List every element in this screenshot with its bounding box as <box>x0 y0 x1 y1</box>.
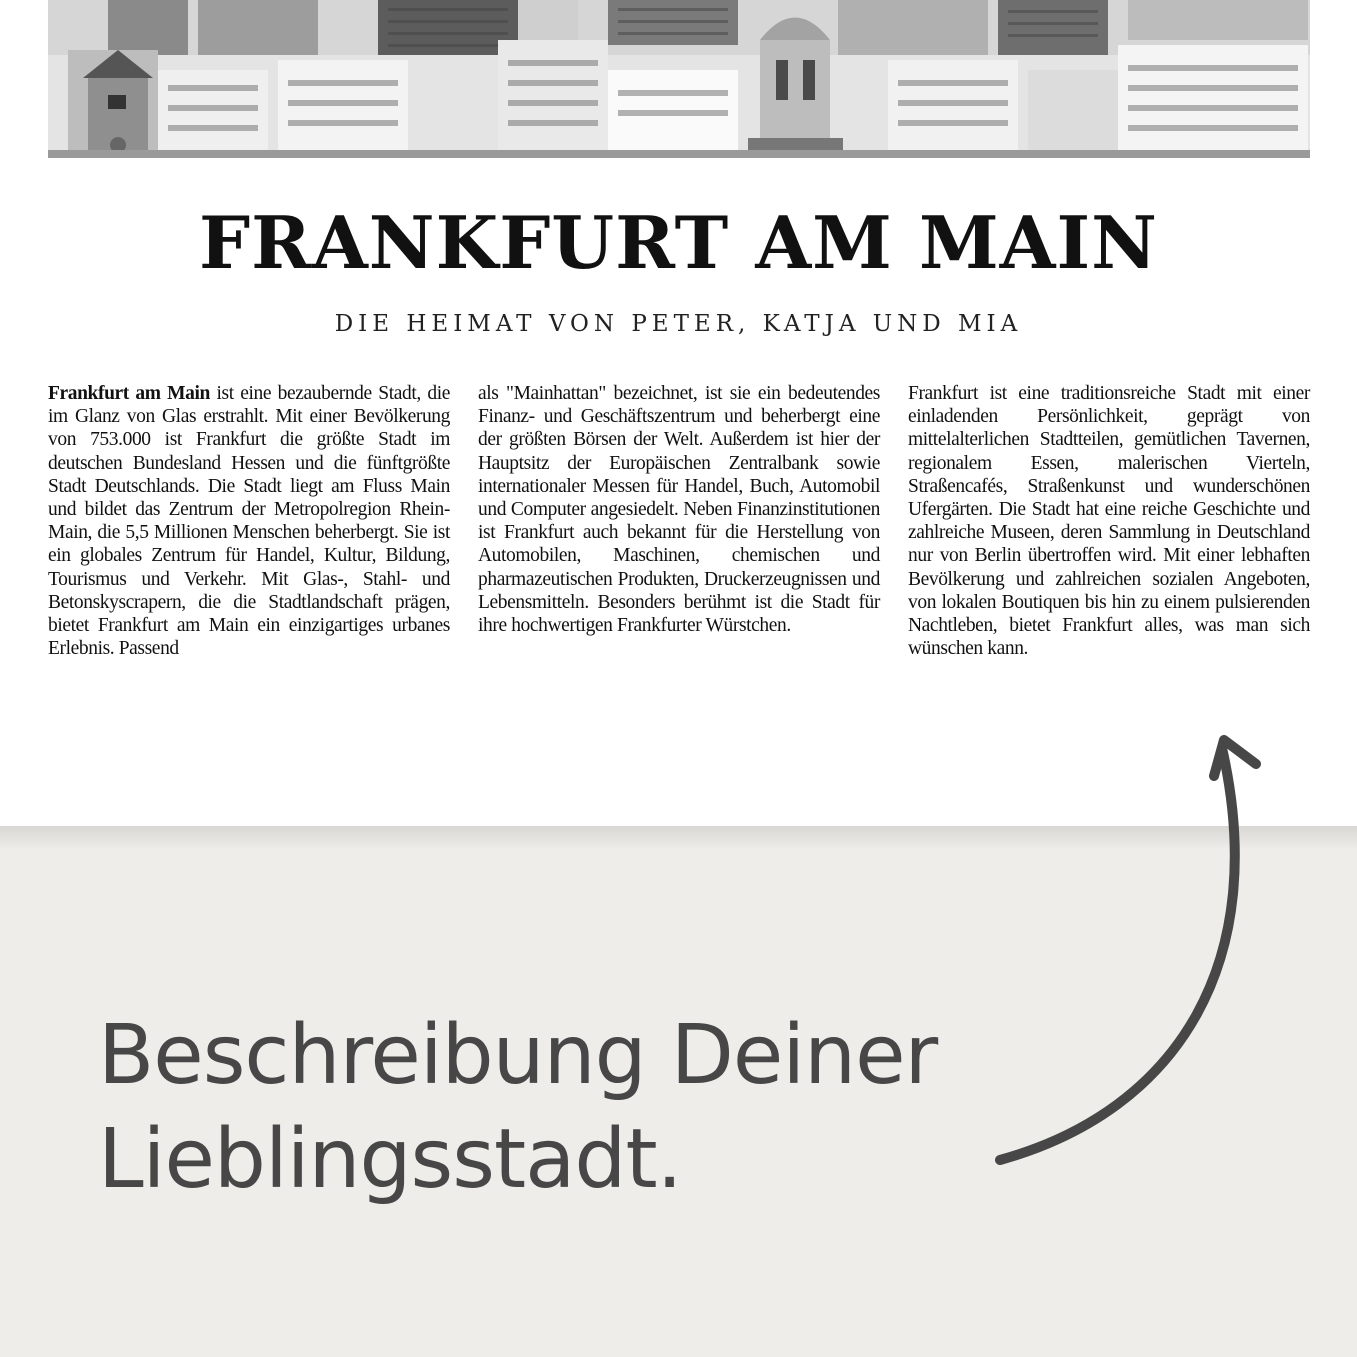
skyline-illustration <box>48 0 1310 158</box>
text-column-2: als "Mainhattan" bezeichnet, ist sie ein bedeutendes Finanz- und Geschäftszentrum und beherbergt eine der größten Börsen der Welt. Außerdem ist hier der Hauptsitz der Europäischen Zentralbank sowie internationaler Messen für Handel, Buch, Automobil und Computer angesiedelt. Neben Finanzinstitutionen ist Frankfurt auch bekannt für die Herstellung von Automobilen, Maschinen, chemischen und pharmazeutischen Produkten, Druckerzeugnissen und Lebensmitteln. Besonders berühmt ist die Stadt für ihre hochwertigen Frankfurter Würstchen. <box>478 383 880 637</box>
poster-title: FRANKFURT AM MAIN <box>198 200 1158 285</box>
text-columns <box>48 382 1310 660</box>
caption <box>98 1004 937 1212</box>
caption-line-2: Lieblingsstadt. <box>98 1112 682 1207</box>
text-column-1 <box>48 382 450 660</box>
poster-subtitle: DIE HEIMAT VON PETER, KATJA UND MIA <box>334 311 1023 337</box>
caption-line-1: Beschreibung Deiner <box>98 1008 938 1103</box>
poster-shadow <box>0 826 1357 850</box>
column-lead: Frankfurt am Main <box>48 383 210 404</box>
column-text: ist eine bezaubernde Stadt, die im Glanz von Glas erstrahlt. Mit einer Bevölkerung von 753.000 ist Frankfurt die größte Stadt im deutschen Bundesland Hessen und die fünftgrößte Stadt Deutschlands. Die Stadt liegt am Fluss Main und bildet das Zentrum der Metropolregion Rhein-Main, die 5,5 Millionen Menschen beherbergt. Sie ist ein globales Zentrum für Handel, Kultur, Bildung, Tourismus und Verkehr. Mit Glas-, Stahl- und Betonskyscrapern, die die Stadtlandschaft prägen, bietet Frankfurt am Main ein einzigartiges urbanes Erlebnis. Passend <box>48 383 451 660</box>
text-column-3: Frankfurt ist eine traditionsreiche Stadt mit einer einladenden Persönlichkeit, geprägt von mittelalterlichen Stadtteilen, gemütlichen Tavernen, regionalem Essen, malerischen Vierteln, Straßencafés, Straßenkunst und wunderschönen Ufergärten. Die Stadt hat eine reiche Geschichte und zahlreiche Museen, deren Sammlung in Deutschland nur von Berlin übertroffen wird. Mit einer lebhaften Bevölkerung und zahlreichen sozialen Angeboten, von lokalen Boutiquen bis hin zu einem pulsierenden Nachtleben, bietet Frankfurt alles, was man sich wünschen kann. <box>908 383 1310 660</box>
skyline-photo <box>48 0 1310 158</box>
